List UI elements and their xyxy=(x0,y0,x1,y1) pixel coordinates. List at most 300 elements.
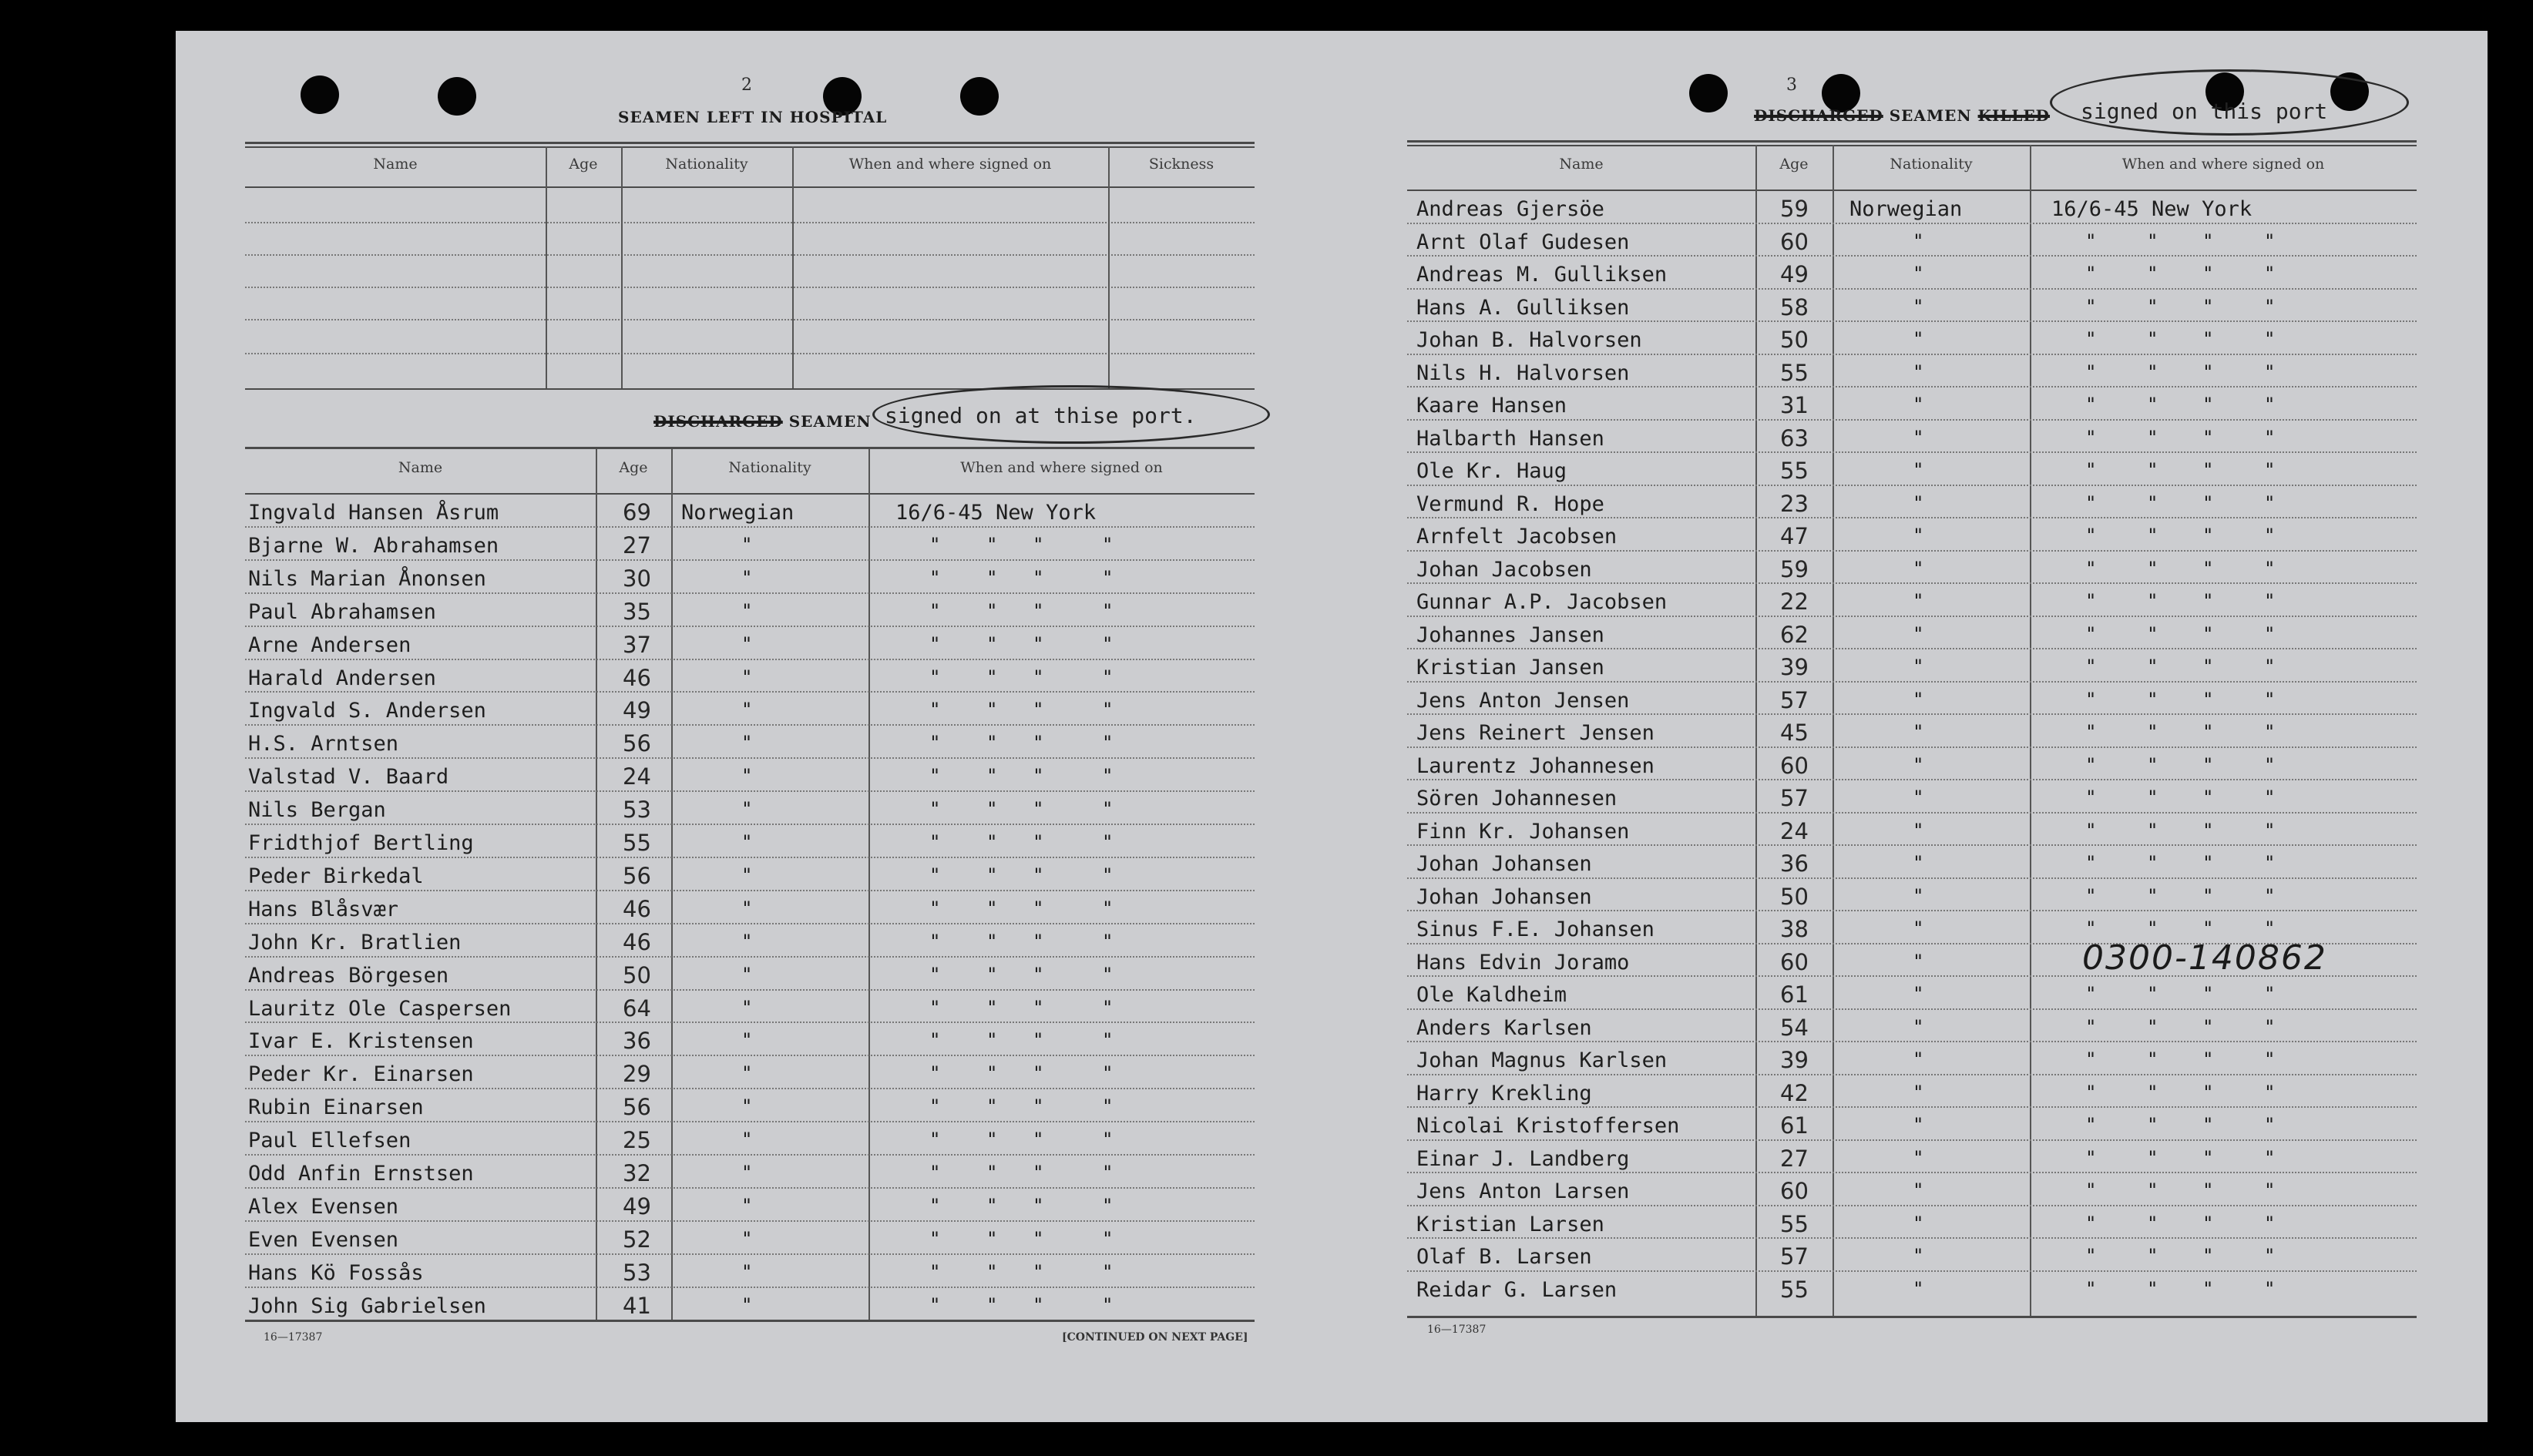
seaman-age: 45 xyxy=(1780,720,1809,746)
ditto-mark: " xyxy=(1102,533,1114,555)
seaman-nationality: " xyxy=(1913,1081,1924,1103)
ditto-mark: " xyxy=(2264,1015,2276,1038)
seaman-name: Ole Kr. Haug xyxy=(1416,459,1567,483)
seaman-name: John Sig Gabrielsen xyxy=(248,1293,486,1318)
ditto-mark: " xyxy=(2085,622,2097,645)
ditto-mark: " xyxy=(1033,566,1044,589)
seaman-nationality: " xyxy=(741,897,753,919)
seaman-age: 49 xyxy=(623,697,651,724)
seaman-age: 60 xyxy=(1780,752,1809,779)
signed-on: 16/6-45 New York xyxy=(895,501,1097,525)
ditto-mark: " xyxy=(2202,394,2214,415)
seaman-age: 38 xyxy=(1780,916,1809,942)
seaman-nationality: " xyxy=(741,699,753,721)
seaman-age: 39 xyxy=(1780,654,1809,680)
ditto-mark: " xyxy=(929,864,941,886)
row-rule xyxy=(245,1154,1255,1156)
row-rule xyxy=(245,956,1255,958)
seaman-name: Johan Johansen xyxy=(1416,884,1592,909)
seaman-nationality: " xyxy=(741,599,753,622)
seaman-nationality: " xyxy=(1913,328,1924,350)
ditto-mark: " xyxy=(2264,295,2276,317)
seaman-nationality: " xyxy=(741,632,753,655)
ditto-mark: " xyxy=(929,930,941,952)
ditto-mark: " xyxy=(2202,328,2214,350)
ditto-mark: " xyxy=(1033,699,1044,721)
seaman-age: 37 xyxy=(623,631,651,658)
seaman-name: Ingvald S. Andersen xyxy=(248,699,486,723)
seaman-nationality: " xyxy=(1913,950,1924,972)
seaman-nationality: " xyxy=(741,566,753,589)
seaman-nationality: " xyxy=(741,1227,753,1250)
header-name: Name xyxy=(398,459,443,476)
seaman-name: Vermund R. Hope xyxy=(1416,491,1604,516)
ditto-mark: " xyxy=(2202,230,2214,252)
ditto-mark: " xyxy=(986,699,998,721)
ditto-mark: " xyxy=(929,599,941,622)
seaman-name: Olaf B. Larsen xyxy=(1416,1245,1592,1269)
seaman-nationality: " xyxy=(1913,525,1924,546)
seaman-name: Arnt Olaf Gudesen xyxy=(1416,230,1630,254)
ditto-mark: " xyxy=(2147,361,2158,383)
ditto-mark: " xyxy=(2202,426,2214,448)
ditto-mark: " xyxy=(929,1129,941,1151)
ditto-mark: " xyxy=(2202,590,2214,612)
seaman-name: Nils Marian Ånonsen xyxy=(248,566,486,591)
ditto-mark: " xyxy=(2147,557,2158,579)
ditto-mark: " xyxy=(2085,1015,2097,1038)
ditto-mark: " xyxy=(2085,590,2097,612)
ditto-mark: " xyxy=(2264,361,2276,383)
punch-hole xyxy=(960,77,999,116)
seaman-name: Fridthjof Bertling xyxy=(248,831,474,855)
ditto-mark: " xyxy=(2264,263,2276,284)
ditto-mark: " xyxy=(986,533,998,555)
punch-hole xyxy=(1689,74,1728,112)
seaman-age: 47 xyxy=(1780,523,1809,549)
seaman-name: Hans Edvin Joramo xyxy=(1416,950,1630,975)
ditto-mark: " xyxy=(1033,765,1044,787)
seaman-age: 30 xyxy=(623,565,651,592)
ditto-mark: " xyxy=(2202,1048,2214,1070)
ditto-mark: " xyxy=(986,632,998,655)
seaman-name: Peder Kr. Einarsen xyxy=(248,1062,474,1087)
ditto-mark: " xyxy=(2085,459,2097,481)
ditto-mark: " xyxy=(986,963,998,985)
header-signed-on: When and where signed on xyxy=(2121,156,2325,173)
ledger-sheet xyxy=(176,31,2488,1422)
ditto-mark: " xyxy=(2202,787,2214,808)
ditto-mark: " xyxy=(1102,897,1114,919)
seaman-name: John Kr. Bratlien xyxy=(248,930,462,954)
header-signed-on: When and where signed on xyxy=(960,459,1163,476)
ditto-mark: " xyxy=(2085,721,2097,743)
ditto-mark: " xyxy=(1102,1095,1114,1118)
seaman-age: 49 xyxy=(623,1193,651,1219)
row-rule xyxy=(1407,713,2417,715)
row-rule xyxy=(245,989,1255,991)
seaman-nationality: " xyxy=(1913,361,1924,383)
row-rule xyxy=(1407,354,2417,355)
seaman-nationality: " xyxy=(1913,394,1924,415)
signed-on: 16/6-45 New York xyxy=(2051,197,2252,221)
ditto-mark: " xyxy=(2147,656,2158,677)
ditto-mark: " xyxy=(2264,1048,2276,1070)
ditto-mark: " xyxy=(2147,1245,2158,1266)
ditto-mark: " xyxy=(2202,491,2214,514)
ditto-mark: " xyxy=(1102,1293,1114,1316)
seaman-nationality: " xyxy=(1913,656,1924,677)
hospital-header-nationality: Nationality xyxy=(665,156,748,173)
ditto-mark: " xyxy=(2147,819,2158,841)
ditto-mark: " xyxy=(986,831,998,853)
ditto-mark: " xyxy=(2202,1015,2214,1038)
ditto-mark: " xyxy=(2264,590,2276,612)
seaman-name: Harald Andersen xyxy=(248,666,436,690)
row-rule xyxy=(1407,681,2417,683)
seaman-name: Jens Anton Larsen xyxy=(1416,1179,1630,1203)
row-rule xyxy=(1407,1041,2417,1042)
seaman-nationality: " xyxy=(741,1293,753,1316)
seaman-name: Halbarth Hansen xyxy=(1416,426,1604,451)
ditto-mark: " xyxy=(1033,798,1044,820)
row-rule xyxy=(1407,255,2417,257)
ditto-mark: " xyxy=(2147,1081,2158,1103)
ditto-mark: " xyxy=(1033,1194,1044,1216)
seaman-age: 60 xyxy=(1780,1178,1809,1204)
ditto-mark: " xyxy=(1102,765,1114,787)
seaman-name: Ivar E. Kristensen xyxy=(248,1029,474,1054)
row-rule xyxy=(1407,812,2417,814)
seaman-age: 61 xyxy=(1780,1112,1809,1139)
ditto-mark: " xyxy=(2202,525,2214,546)
ditto-mark: " xyxy=(2264,426,2276,448)
ditto-mark: " xyxy=(2147,590,2158,612)
seaman-age: 55 xyxy=(1780,1276,1809,1303)
ditto-mark: " xyxy=(2147,787,2158,808)
seaman-age: 55 xyxy=(1780,1210,1809,1237)
seaman-age: 58 xyxy=(1780,294,1809,320)
ditto-mark: " xyxy=(1102,831,1114,853)
seaman-name: Johan Johansen xyxy=(1416,852,1592,876)
seaman-age: 63 xyxy=(1780,424,1809,451)
seaman-nationality: " xyxy=(1913,263,1924,284)
ditto-mark: " xyxy=(986,798,998,820)
row-rule xyxy=(245,1088,1255,1089)
seaman-name: Johannes Jansen xyxy=(1416,622,1604,647)
seaman-nationality: " xyxy=(1913,1015,1924,1038)
ditto-mark: " xyxy=(986,765,998,787)
ditto-mark: " xyxy=(1033,533,1044,555)
seaman-name: Rubin Einarsen xyxy=(248,1095,424,1120)
ditto-mark: " xyxy=(1033,1227,1044,1250)
ditto-mark: " xyxy=(1102,632,1114,655)
row-rule xyxy=(1407,320,2417,322)
ditto-mark: " xyxy=(1033,897,1044,919)
ditto-mark: " xyxy=(2264,1277,2276,1300)
ditto-mark: " xyxy=(929,1260,941,1283)
ditto-mark: " xyxy=(986,1062,998,1085)
ditto-mark: " xyxy=(1033,1129,1044,1151)
row-rule xyxy=(245,659,1255,660)
ditto-mark: " xyxy=(2085,656,2097,677)
seaman-nationality: " xyxy=(741,1194,753,1216)
seaman-nationality: " xyxy=(1913,590,1924,612)
ditto-mark: " xyxy=(2202,656,2214,677)
row-rule xyxy=(1407,582,2417,584)
seaman-nationality: " xyxy=(741,996,753,1018)
ditto-mark: " xyxy=(2264,787,2276,808)
ditto-mark: " xyxy=(1033,1260,1044,1283)
ditto-mark: " xyxy=(2202,819,2214,841)
handwritten-number: 0300-140862 xyxy=(2082,938,2327,978)
seaman-nationality: " xyxy=(1913,1277,1924,1300)
row-rule xyxy=(1407,1008,2417,1010)
ditto-mark: " xyxy=(1102,599,1114,622)
ditto-mark: " xyxy=(1033,1293,1044,1316)
seaman-nationality: " xyxy=(1913,557,1924,579)
row-rule xyxy=(1407,1237,2417,1239)
ditto-mark: " xyxy=(2264,328,2276,350)
row-rule xyxy=(245,691,1255,693)
ditto-mark: " xyxy=(986,566,998,589)
seaman-nationality: " xyxy=(741,1162,753,1183)
punch-hole xyxy=(438,77,476,116)
ditto-mark: " xyxy=(2264,557,2276,579)
header-age: Age xyxy=(619,459,648,476)
ditto-mark: " xyxy=(986,864,998,886)
seaman-age: 53 xyxy=(623,797,651,824)
seaman-age: 46 xyxy=(623,664,651,691)
seaman-nationality: " xyxy=(741,1062,753,1085)
continued-note: [CONTINUED ON NEXT PAGE] xyxy=(1062,1331,1248,1344)
ditto-mark: " xyxy=(2264,721,2276,743)
row-rule xyxy=(245,1022,1255,1023)
seamen-word: SEAMEN xyxy=(1889,106,1972,125)
ditto-mark: " xyxy=(1033,963,1044,985)
ditto-mark: " xyxy=(986,1029,998,1052)
ditto-mark: " xyxy=(2264,394,2276,415)
ditto-mark: " xyxy=(1102,1260,1114,1283)
ditto-mark: " xyxy=(986,599,998,622)
ditto-mark: " xyxy=(2085,328,2097,350)
ditto-mark: " xyxy=(2085,688,2097,710)
ditto-mark: " xyxy=(2147,622,2158,645)
ditto-mark: " xyxy=(929,798,941,820)
row-rule xyxy=(245,724,1255,726)
seaman-nationality: " xyxy=(741,963,753,985)
seaman-age: 55 xyxy=(1780,458,1809,484)
seaman-nationality: " xyxy=(1913,230,1924,252)
seaman-name: Paul Abrahamsen xyxy=(248,599,436,624)
ditto-mark: " xyxy=(2085,787,2097,808)
seaman-nationality: Norwegian xyxy=(681,501,795,525)
ditto-mark: " xyxy=(2085,525,2097,546)
ditto-mark: " xyxy=(1102,1194,1114,1216)
seaman-name: Andreas Gjersöe xyxy=(1416,197,1604,221)
header-name: Name xyxy=(1559,156,1604,173)
ditto-mark: " xyxy=(2147,459,2158,481)
ditto-mark: " xyxy=(2085,1081,2097,1103)
ditto-mark: " xyxy=(2202,753,2214,776)
ditto-mark: " xyxy=(986,1227,998,1250)
ditto-mark: " xyxy=(929,632,941,655)
seaman-nationality: Norwegian xyxy=(1849,197,1963,221)
row-rule xyxy=(1407,616,2417,617)
row-rule xyxy=(245,790,1255,792)
seaman-age: 55 xyxy=(1780,359,1809,386)
hospital-header-name: Name xyxy=(373,156,418,173)
ditto-mark: " xyxy=(2085,1114,2097,1136)
seaman-name: Kristian Larsen xyxy=(1416,1212,1604,1236)
ditto-mark: " xyxy=(2264,884,2276,907)
seaman-nationality: " xyxy=(741,864,753,886)
row-rule xyxy=(245,1220,1255,1222)
ditto-mark: " xyxy=(2202,721,2214,743)
seaman-age: 60 xyxy=(1780,948,1809,975)
seaman-nationality: " xyxy=(1913,884,1924,907)
seaman-age: 52 xyxy=(623,1226,651,1253)
ditto-mark: " xyxy=(2147,1015,2158,1038)
seaman-age: 57 xyxy=(1780,1243,1809,1270)
seaman-nationality: " xyxy=(1913,1048,1924,1070)
ditto-mark: " xyxy=(2264,622,2276,645)
seaman-age: 50 xyxy=(623,961,651,988)
ditto-mark: " xyxy=(2147,426,2158,448)
seaman-age: 24 xyxy=(1780,817,1809,844)
ditto-mark: " xyxy=(929,533,941,555)
ditto-mark: " xyxy=(2264,1245,2276,1266)
ditto-mark: " xyxy=(1033,930,1044,952)
ditto-mark: " xyxy=(986,1162,998,1183)
seaman-nationality: " xyxy=(1913,1245,1924,1266)
row-rule xyxy=(1407,517,2417,518)
ditto-mark: " xyxy=(2147,688,2158,710)
ditto-mark: " xyxy=(2085,1245,2097,1266)
seaman-nationality: " xyxy=(1913,1146,1924,1169)
ditto-mark: " xyxy=(929,1029,941,1052)
struck-killed: KILLED xyxy=(1977,106,2051,125)
seaman-nationality: " xyxy=(741,1029,753,1052)
row-rule xyxy=(1407,288,2417,290)
ditto-mark: " xyxy=(2147,394,2158,415)
ditto-mark: " xyxy=(2085,852,2097,874)
ditto-mark: " xyxy=(1033,831,1044,853)
seaman-age: 50 xyxy=(1780,883,1809,910)
seaman-age: 27 xyxy=(623,532,651,559)
seaman-nationality: " xyxy=(741,533,753,555)
seaman-age: 36 xyxy=(623,1028,651,1055)
ditto-mark: " xyxy=(986,1095,998,1118)
header-nationality: Nationality xyxy=(728,459,811,476)
ditto-mark: " xyxy=(2147,230,2158,252)
seaman-age: 46 xyxy=(623,928,651,955)
seaman-nationality: " xyxy=(1913,918,1924,939)
hospital-header-sickness: Sickness xyxy=(1148,156,1214,173)
seaman-name: Valstad V. Baard xyxy=(248,765,449,790)
seaman-name: Einar J. Landberg xyxy=(1416,1146,1630,1171)
row-rule xyxy=(1407,648,2417,649)
ditto-mark: " xyxy=(929,1293,941,1316)
row-rule xyxy=(1407,485,2417,486)
seaman-nationality: " xyxy=(1913,688,1924,710)
struck-discharged: DISCHARGED xyxy=(1754,106,1883,125)
ditto-mark: " xyxy=(2085,1179,2097,1201)
ditto-mark: " xyxy=(929,996,941,1018)
ditto-mark: " xyxy=(1033,996,1044,1018)
seaman-name: Sören Johannesen xyxy=(1416,787,1618,810)
ditto-mark: " xyxy=(1102,1227,1114,1250)
row-rule xyxy=(245,1187,1255,1189)
ditto-mark: " xyxy=(2264,983,2276,1005)
ditto-mark: " xyxy=(2264,459,2276,481)
ditto-mark: " xyxy=(929,897,941,919)
ditto-mark: " xyxy=(2085,753,2097,776)
seaman-nationality: " xyxy=(1913,1179,1924,1201)
seaman-age: 57 xyxy=(1780,785,1809,811)
seaman-age: 46 xyxy=(623,895,651,922)
seaman-nationality: " xyxy=(1913,1114,1924,1136)
seaman-name: Laurentz Johannesen xyxy=(1416,753,1655,778)
ditto-mark: " xyxy=(1102,996,1114,1018)
ditto-mark: " xyxy=(1033,864,1044,886)
seaman-nationality: " xyxy=(741,1095,753,1118)
ditto-mark: " xyxy=(929,566,941,589)
ditto-mark: " xyxy=(986,1194,998,1216)
seaman-name: Odd Anfin Ernstsen xyxy=(248,1162,474,1186)
ditto-mark: " xyxy=(986,930,998,952)
seaman-age: 35 xyxy=(623,598,651,625)
ditto-mark: " xyxy=(2147,852,2158,874)
ditto-mark: " xyxy=(2085,1048,2097,1070)
seaman-age: 31 xyxy=(1780,392,1809,418)
seaman-age: 69 xyxy=(623,499,651,525)
row-rule xyxy=(245,559,1255,561)
ditto-mark: " xyxy=(1102,666,1114,688)
row-rule xyxy=(245,1055,1255,1056)
ditto-mark: " xyxy=(2264,852,2276,874)
seaman-nationality: " xyxy=(1913,491,1924,514)
ditto-mark: " xyxy=(929,699,941,721)
seaman-name: Arne Andersen xyxy=(248,632,412,657)
ditto-mark: " xyxy=(2202,1179,2214,1201)
row-rule xyxy=(245,526,1255,528)
ditto-mark: " xyxy=(2264,1179,2276,1201)
row-rule xyxy=(245,1287,1255,1288)
ditto-mark: " xyxy=(1102,930,1114,952)
header-nationality: Nationality xyxy=(1890,156,1973,173)
seaman-age: 56 xyxy=(623,1094,651,1121)
ditto-mark: " xyxy=(1102,963,1114,985)
seaman-nationality: " xyxy=(741,930,753,952)
ditto-mark: " xyxy=(2147,1048,2158,1070)
typed-note: signed on this port xyxy=(2081,99,2328,124)
ditto-mark: " xyxy=(929,1162,941,1183)
row-rule xyxy=(245,824,1255,825)
ditto-mark: " xyxy=(2085,230,2097,252)
ditto-mark: " xyxy=(986,1293,998,1316)
ditto-mark: " xyxy=(1102,732,1114,754)
seaman-name: Jens Anton Jensen xyxy=(1416,688,1630,713)
ditto-mark: " xyxy=(2147,1146,2158,1169)
seaman-nationality: " xyxy=(741,765,753,787)
seaman-age: 41 xyxy=(623,1292,651,1319)
seaman-nationality: " xyxy=(1913,753,1924,776)
row-rule xyxy=(1407,451,2417,453)
seaman-nationality: " xyxy=(741,666,753,688)
ditto-mark: " xyxy=(929,765,941,787)
row-rule xyxy=(1407,1106,2417,1108)
